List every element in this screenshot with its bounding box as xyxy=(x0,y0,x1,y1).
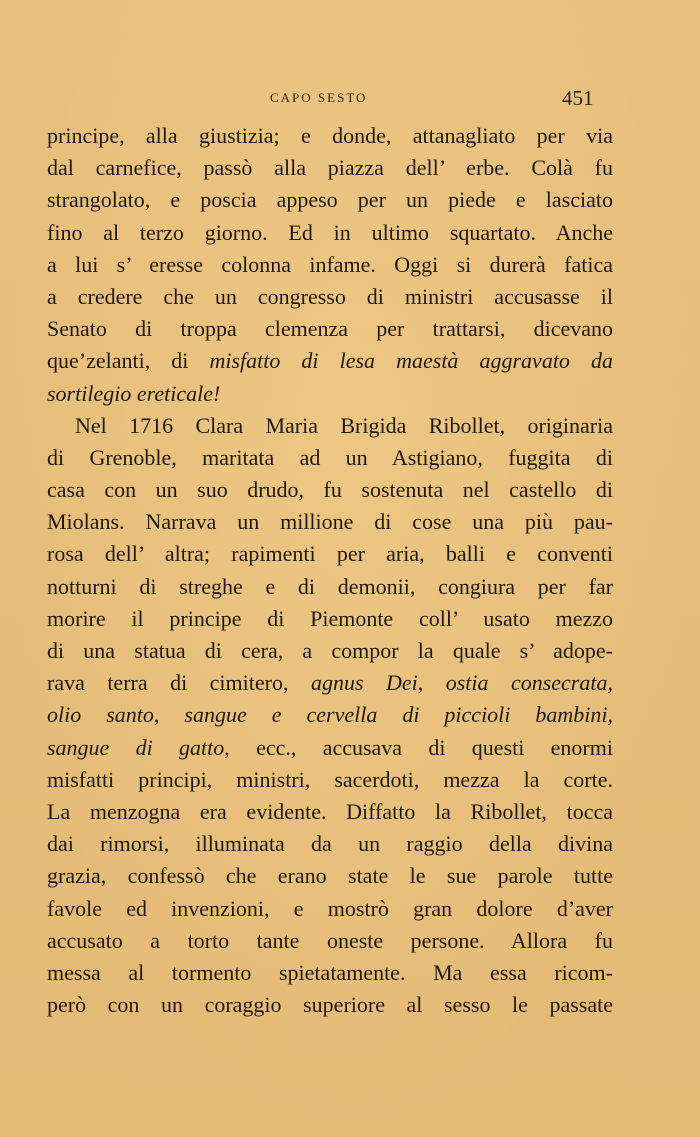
text-line xyxy=(47,217,613,249)
text-segment: a lui s’ eresse colonna infame. Oggi si durerà fatica xyxy=(47,251,613,277)
running-head: CAPO SESTO xyxy=(270,90,368,105)
text-line xyxy=(47,667,613,699)
text-line xyxy=(47,120,613,152)
text-segment: messa al tormento spietatamente. Ma essa ricom- xyxy=(47,959,613,985)
text-line xyxy=(47,603,613,635)
text-line xyxy=(47,732,613,764)
italic-text-segment: sangue di gatto xyxy=(47,734,225,760)
text-line xyxy=(47,249,613,281)
text-segment: La menzogna era evidente. Diffatto la Ribollet, tocca xyxy=(47,798,613,824)
text-segment: rava terra di cimitero, xyxy=(47,670,311,696)
italic-text-segment: sortilegio ereticale! xyxy=(47,380,221,406)
text-segment: però con un coraggio superiore al sesso le passate xyxy=(47,992,613,1018)
text-line xyxy=(47,345,613,377)
text-line xyxy=(47,184,613,216)
text-line xyxy=(47,925,613,957)
body-text xyxy=(47,120,613,1021)
text-segment: a credere che un congresso di ministri accusasse il xyxy=(47,283,613,309)
page-header xyxy=(0,86,700,112)
text-segment: favole ed invenzioni, e mostrò gran dolore d’aver xyxy=(47,895,613,921)
text-segment: di una statua di cera, a compor la quale s’ adope- xyxy=(47,638,613,663)
text-line xyxy=(47,989,613,1021)
text-line xyxy=(47,893,613,925)
text-line xyxy=(47,635,613,667)
text-line xyxy=(47,474,613,506)
text-segment: Nel 1716 Clara Maria Brigida Ribollet, originaria xyxy=(75,412,613,438)
text-segment: , ecc., accusava di questi enormi xyxy=(224,734,613,760)
text-segment: , xyxy=(153,702,185,728)
text-segment: Miolans. Narrava un millione di cose una più pau- xyxy=(47,509,613,535)
text-segment: Senato di troppa clemenza per trattarsi, dicevano xyxy=(47,316,613,342)
text-line xyxy=(47,313,613,345)
text-segment: misfatti principi, ministri, sacerdoti, mezza la corte. xyxy=(47,766,613,792)
text-segment: dal carnefice, passò alla piazza dell’ erbe. Colà fu xyxy=(47,155,613,181)
text-line xyxy=(47,571,613,603)
text-segment: casa con un suo drudo, fu sostenuta nel castello di xyxy=(47,477,613,503)
text-line xyxy=(47,281,613,313)
text-line xyxy=(47,506,613,538)
text-segment: strangolato, e poscia appeso per un piede e lasciato xyxy=(47,187,613,213)
text-line xyxy=(47,538,613,570)
text-line xyxy=(47,152,613,184)
italic-text-segment: misfatto di lesa maestà aggravato da xyxy=(209,348,613,374)
italic-text-segment: sangue e cervella di piccioli bambini, xyxy=(184,702,614,728)
text-segment: grazia, confessò che erano state le sue parole tutte xyxy=(47,863,613,889)
text-line xyxy=(47,699,613,731)
text-line xyxy=(47,860,613,892)
text-segment: notturni di streghe e di demonii, congiura per far xyxy=(47,573,613,599)
text-segment: accusato a torto tante oneste persone. Allora fu xyxy=(47,927,613,953)
text-line xyxy=(47,410,613,442)
text-line xyxy=(47,957,613,989)
text-line xyxy=(47,378,613,410)
italic-text-segment: olio santo xyxy=(47,702,154,728)
text-segment: fino al terzo giorno. Ed in ultimo squartato. Anche xyxy=(47,219,613,245)
text-segment: principe, alla giustizia; e donde, attanagliato per via xyxy=(47,123,613,148)
text-line xyxy=(47,764,613,796)
text-segment: dai rimorsi, illuminata da un raggio della divina xyxy=(47,831,613,857)
text-line xyxy=(47,796,613,828)
text-segment: morire il principe di Piemonte coll’ usato mezzo xyxy=(47,605,613,631)
text-segment: que’zelanti, di xyxy=(47,348,210,374)
italic-text-segment: agnus Dei, ostia consecrata, xyxy=(310,670,613,696)
text-line xyxy=(47,442,613,474)
text-line xyxy=(47,828,613,860)
text-segment: rosa dell’ altra; rapimenti per aria, balli e conventi xyxy=(47,541,613,567)
page-number: 451 xyxy=(562,86,594,110)
text-segment: di Grenoble, maritata ad un Astigiano, fuggita di xyxy=(47,444,613,470)
